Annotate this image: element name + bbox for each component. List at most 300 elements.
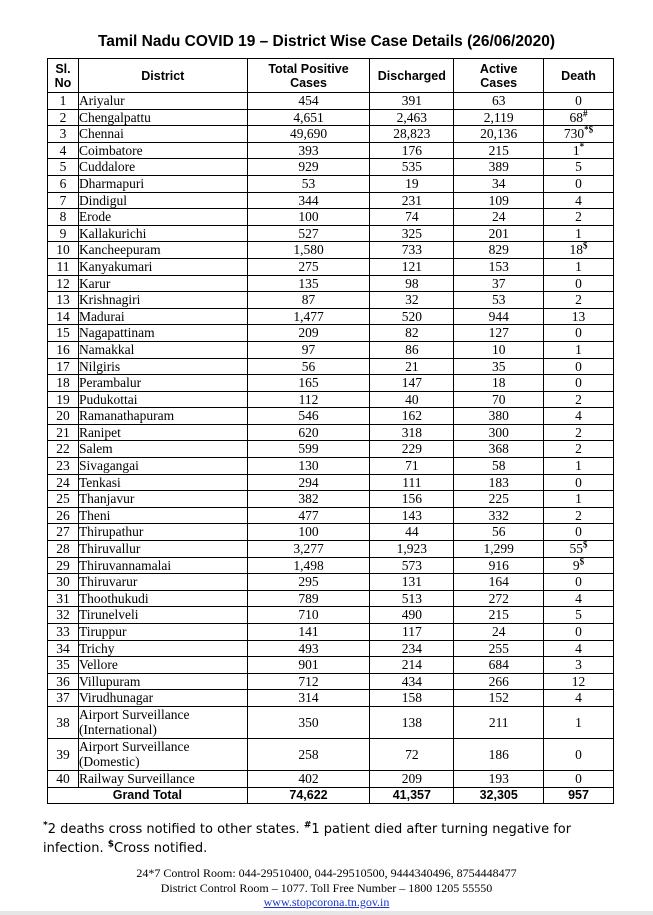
- cell-discharged: 520: [370, 308, 454, 325]
- cell-discharged: 229: [370, 441, 454, 458]
- cell-active: 266: [454, 673, 544, 690]
- cell-sl-no: 37: [48, 690, 79, 707]
- cell-death: 0: [544, 275, 614, 292]
- table-row: [48, 391, 614, 408]
- cell-district: Tirunelveli: [78, 607, 247, 624]
- cell-total-positive: 620: [247, 424, 370, 441]
- cell-death: 1: [544, 225, 614, 242]
- control-room-line: 24*7 Control Room: 044-29510400, 044-29510500, 9444340496, 8754448477: [136, 866, 517, 880]
- cell-district: Tenkasi: [78, 474, 247, 491]
- table-row: [48, 424, 614, 441]
- cell-death: 4: [544, 590, 614, 607]
- cell-active: 2,119: [454, 109, 544, 126]
- table-row: [48, 657, 614, 674]
- cell-sl-no: 4: [48, 142, 79, 159]
- cell-sl-no: 2: [48, 109, 79, 126]
- cell-death: 0: [544, 325, 614, 342]
- cell-discharged: 40: [370, 391, 454, 408]
- page-edge: [0, 911, 653, 915]
- cell-death: 18$: [544, 242, 614, 259]
- cell-total-positive: 929: [247, 159, 370, 176]
- cell-district: Thirupathur: [78, 524, 247, 541]
- table-row: [48, 738, 614, 770]
- cell-district: Salem: [78, 441, 247, 458]
- cell-district: Tiruppur: [78, 624, 247, 641]
- cell-active: 53: [454, 292, 544, 309]
- cell-active: 215: [454, 607, 544, 624]
- cell-active: 193: [454, 770, 544, 787]
- cell-death: 5: [544, 159, 614, 176]
- cell-discharged: 131: [370, 574, 454, 591]
- grand-total-discharged: 41,357: [370, 787, 454, 804]
- cell-discharged: 176: [370, 142, 454, 159]
- table-row: [48, 624, 614, 641]
- cell-death: 13: [544, 308, 614, 325]
- cell-death: 9$: [544, 557, 614, 574]
- cell-discharged: 434: [370, 673, 454, 690]
- cell-sl-no: 16: [48, 341, 79, 358]
- table-row: [48, 491, 614, 508]
- cell-total-positive: 712: [247, 673, 370, 690]
- grand-total-active: 32,305: [454, 787, 544, 804]
- note-dollar: Cross notified.: [114, 841, 208, 856]
- death-footnote-mark: *: [579, 141, 585, 152]
- header-discharged: Discharged: [370, 59, 454, 93]
- cell-death: 2: [544, 292, 614, 309]
- table-row: [48, 109, 614, 126]
- header-district: District: [78, 59, 247, 93]
- cell-discharged: 214: [370, 657, 454, 674]
- cell-total-positive: 393: [247, 142, 370, 159]
- death-footnote-mark: $: [583, 539, 588, 550]
- table-row: [48, 590, 614, 607]
- table-row: [48, 441, 614, 458]
- cell-total-positive: 477: [247, 507, 370, 524]
- cell-sl-no: 34: [48, 640, 79, 657]
- cell-sl-no: 30: [48, 574, 79, 591]
- table-row: [48, 607, 614, 624]
- cell-discharged: 138: [370, 706, 454, 738]
- table-row: [48, 408, 614, 425]
- cell-active: 186: [454, 738, 544, 770]
- cell-total-positive: 350: [247, 706, 370, 738]
- cell-discharged: 158: [370, 690, 454, 707]
- cell-total-positive: 100: [247, 209, 370, 226]
- cell-active: 58: [454, 458, 544, 475]
- cell-district: Coimbatore: [78, 142, 247, 159]
- cell-death: 730*$: [544, 126, 614, 143]
- cell-total-positive: 100: [247, 524, 370, 541]
- table-row: [48, 458, 614, 475]
- cell-total-positive: 209: [247, 325, 370, 342]
- cell-sl-no: 28: [48, 541, 79, 558]
- cell-death: 2: [544, 424, 614, 441]
- cell-active: 225: [454, 491, 544, 508]
- table-header-row: [48, 59, 614, 93]
- table-row: [48, 209, 614, 226]
- cell-total-positive: 527: [247, 225, 370, 242]
- cell-total-positive: 1,580: [247, 242, 370, 259]
- cell-district: Thiruvallur: [78, 541, 247, 558]
- cell-sl-no: 38: [48, 706, 79, 738]
- cell-sl-no: 24: [48, 474, 79, 491]
- cell-death: 2: [544, 391, 614, 408]
- cell-death: 1: [544, 341, 614, 358]
- cell-death: 0: [544, 474, 614, 491]
- cell-sl-no: 13: [48, 292, 79, 309]
- cell-sl-no: 21: [48, 424, 79, 441]
- cell-active: 332: [454, 507, 544, 524]
- header-death: Death: [544, 59, 614, 93]
- cell-discharged: 21: [370, 358, 454, 375]
- cell-sl-no: 10: [48, 242, 79, 259]
- cell-discharged: 72: [370, 738, 454, 770]
- cell-district: Airport Surveillance (International): [78, 706, 247, 738]
- cell-active: 56: [454, 524, 544, 541]
- cell-discharged: 162: [370, 408, 454, 425]
- cell-active: 944: [454, 308, 544, 325]
- cell-sl-no: 23: [48, 458, 79, 475]
- cell-discharged: 71: [370, 458, 454, 475]
- table-row: [48, 574, 614, 591]
- cell-sl-no: 7: [48, 192, 79, 209]
- cell-death: 2: [544, 209, 614, 226]
- cell-sl-no: 1: [48, 93, 79, 110]
- cell-sl-no: 36: [48, 673, 79, 690]
- cell-district: Madurai: [78, 308, 247, 325]
- note-star: 2 deaths cross notified to other states.: [47, 822, 304, 837]
- cell-active: 20,136: [454, 126, 544, 143]
- cell-active: 300: [454, 424, 544, 441]
- cell-discharged: 535: [370, 159, 454, 176]
- cell-total-positive: 97: [247, 341, 370, 358]
- cell-active: 109: [454, 192, 544, 209]
- cell-district: Karur: [78, 275, 247, 292]
- cell-death: 1: [544, 491, 614, 508]
- cell-death: 0: [544, 358, 614, 375]
- cell-district: Krishnagiri: [78, 292, 247, 309]
- table-row: [48, 308, 614, 325]
- cell-active: 34: [454, 175, 544, 192]
- cell-sl-no: 17: [48, 358, 79, 375]
- cell-total-positive: 1,477: [247, 308, 370, 325]
- table-row: [48, 142, 614, 159]
- cell-discharged: 82: [370, 325, 454, 342]
- cell-district: Pudukottai: [78, 391, 247, 408]
- cell-active: 164: [454, 574, 544, 591]
- cell-district: Dindigul: [78, 192, 247, 209]
- table-row: [48, 325, 614, 342]
- table-row: [48, 640, 614, 657]
- cell-district: Ariyalur: [78, 93, 247, 110]
- cell-active: 380: [454, 408, 544, 425]
- cell-death: 0: [544, 524, 614, 541]
- cell-district: Kanyakumari: [78, 258, 247, 275]
- table-row: [48, 541, 614, 558]
- cell-active: 215: [454, 142, 544, 159]
- cell-death: 0: [544, 574, 614, 591]
- cell-death: 5: [544, 607, 614, 624]
- header-active: Active Cases: [454, 59, 544, 93]
- cell-district: Ranipet: [78, 424, 247, 441]
- cell-discharged: 2,463: [370, 109, 454, 126]
- cell-discharged: 234: [370, 640, 454, 657]
- cell-discharged: 513: [370, 590, 454, 607]
- table-row: [48, 341, 614, 358]
- cell-discharged: 325: [370, 225, 454, 242]
- cell-district: Villupuram: [78, 673, 247, 690]
- cell-death: 0: [544, 624, 614, 641]
- cell-total-positive: 165: [247, 375, 370, 392]
- cell-discharged: 490: [370, 607, 454, 624]
- cell-total-positive: 53: [247, 175, 370, 192]
- table-row: [48, 690, 614, 707]
- cell-sl-no: 40: [48, 770, 79, 787]
- cell-district: Namakkal: [78, 341, 247, 358]
- cell-discharged: 209: [370, 770, 454, 787]
- table-row: [48, 524, 614, 541]
- cell-active: 10: [454, 341, 544, 358]
- cell-total-positive: 402: [247, 770, 370, 787]
- cell-sl-no: 20: [48, 408, 79, 425]
- grand-total-row: [48, 787, 614, 804]
- cell-total-positive: 599: [247, 441, 370, 458]
- cell-total-positive: 4,651: [247, 109, 370, 126]
- cell-total-positive: 314: [247, 690, 370, 707]
- cell-active: 127: [454, 325, 544, 342]
- cell-death: 1: [544, 258, 614, 275]
- district-control-line: District Control Room – 1077. Toll Free Number – 1800 1205 55550: [160, 880, 493, 895]
- cell-total-positive: 49,690: [247, 126, 370, 143]
- cell-sl-no: 35: [48, 657, 79, 674]
- cell-active: 152: [454, 690, 544, 707]
- cell-death: 1: [544, 706, 614, 738]
- cell-sl-no: 26: [48, 507, 79, 524]
- website-link[interactable]: www.stopcorona.tn.gov.in: [263, 895, 390, 909]
- table-row: [48, 507, 614, 524]
- cell-discharged: 1,923: [370, 541, 454, 558]
- cell-death: 0: [544, 770, 614, 787]
- cell-total-positive: 258: [247, 738, 370, 770]
- cell-sl-no: 32: [48, 607, 79, 624]
- cell-active: 201: [454, 225, 544, 242]
- cell-active: 211: [454, 706, 544, 738]
- cell-district: Virudhunagar: [78, 690, 247, 707]
- cell-discharged: 28,823: [370, 126, 454, 143]
- cell-district: Airport Surveillance (Domestic): [78, 738, 247, 770]
- cell-total-positive: 789: [247, 590, 370, 607]
- cell-sl-no: 12: [48, 275, 79, 292]
- contact-footer: [0, 866, 653, 910]
- cell-death: 0: [544, 93, 614, 110]
- cell-total-positive: 901: [247, 657, 370, 674]
- cell-sl-no: 6: [48, 175, 79, 192]
- cell-death: 4: [544, 690, 614, 707]
- cell-sl-no: 5: [48, 159, 79, 176]
- cell-district: Ramanathapuram: [78, 408, 247, 425]
- cell-district: Sivagangai: [78, 458, 247, 475]
- cell-death: 68#: [544, 109, 614, 126]
- cell-sl-no: 27: [48, 524, 79, 541]
- cell-sl-no: 39: [48, 738, 79, 770]
- table-row: [48, 258, 614, 275]
- table-row: [48, 175, 614, 192]
- table-row: [48, 292, 614, 309]
- cell-death: 0: [544, 175, 614, 192]
- cell-active: 153: [454, 258, 544, 275]
- table-row: [48, 375, 614, 392]
- table-row: [48, 358, 614, 375]
- table-row: [48, 673, 614, 690]
- table-row: [48, 770, 614, 787]
- cell-discharged: 19: [370, 175, 454, 192]
- cell-sl-no: 9: [48, 225, 79, 242]
- cell-death: 1: [544, 458, 614, 475]
- cell-active: 829: [454, 242, 544, 259]
- cell-discharged: 391: [370, 93, 454, 110]
- cell-total-positive: 56: [247, 358, 370, 375]
- cell-discharged: 231: [370, 192, 454, 209]
- cell-district: Theni: [78, 507, 247, 524]
- grand-total-label: Grand Total: [48, 787, 248, 804]
- cell-district: Dharmapuri: [78, 175, 247, 192]
- cell-total-positive: 1,498: [247, 557, 370, 574]
- cell-death: 3: [544, 657, 614, 674]
- cell-total-positive: 294: [247, 474, 370, 491]
- cell-total-positive: 493: [247, 640, 370, 657]
- cell-sl-no: 18: [48, 375, 79, 392]
- cell-discharged: 98: [370, 275, 454, 292]
- cell-active: 389: [454, 159, 544, 176]
- table-row: [48, 159, 614, 176]
- footnotes: *2 deaths cross notified to other states. #1 patient died after turning negative for infection. $Cross notified.: [43, 820, 572, 856]
- cell-district: Chengalpattu: [78, 109, 247, 126]
- table-row: [48, 126, 614, 143]
- cell-sl-no: 11: [48, 258, 79, 275]
- cell-sl-no: 19: [48, 391, 79, 408]
- cell-sl-no: 22: [48, 441, 79, 458]
- cell-sl-no: 25: [48, 491, 79, 508]
- cell-sl-no: 33: [48, 624, 79, 641]
- cell-death: 1*: [544, 142, 614, 159]
- cell-death: 4: [544, 408, 614, 425]
- cell-active: 916: [454, 557, 544, 574]
- cell-total-positive: 112: [247, 391, 370, 408]
- cell-district: Chennai: [78, 126, 247, 143]
- cell-discharged: 86: [370, 341, 454, 358]
- cell-discharged: 44: [370, 524, 454, 541]
- cell-death: 12: [544, 673, 614, 690]
- district-case-table: [47, 58, 614, 804]
- cell-discharged: 121: [370, 258, 454, 275]
- cell-active: 70: [454, 391, 544, 408]
- table-row: [48, 93, 614, 110]
- cell-discharged: 117: [370, 624, 454, 641]
- grand-total-death: 957: [544, 787, 614, 804]
- table-row: [48, 242, 614, 259]
- cell-sl-no: 15: [48, 325, 79, 342]
- cell-active: 272: [454, 590, 544, 607]
- cell-active: 368: [454, 441, 544, 458]
- cell-active: 35: [454, 358, 544, 375]
- cell-total-positive: 295: [247, 574, 370, 591]
- cell-total-positive: 87: [247, 292, 370, 309]
- cell-active: 63: [454, 93, 544, 110]
- cell-active: 183: [454, 474, 544, 491]
- cell-district: Erode: [78, 209, 247, 226]
- cell-total-positive: 344: [247, 192, 370, 209]
- cell-total-positive: 3,277: [247, 541, 370, 558]
- table-row: [48, 275, 614, 292]
- cell-district: Thoothukudi: [78, 590, 247, 607]
- cell-discharged: 147: [370, 375, 454, 392]
- cell-active: 18: [454, 375, 544, 392]
- cell-discharged: 573: [370, 557, 454, 574]
- cell-total-positive: 141: [247, 624, 370, 641]
- grand-total-positive: 74,622: [247, 787, 370, 804]
- cell-active: 37: [454, 275, 544, 292]
- cell-sl-no: 14: [48, 308, 79, 325]
- cell-discharged: 32: [370, 292, 454, 309]
- cell-district: Thiruvannamalai: [78, 557, 247, 574]
- cell-sl-no: 31: [48, 590, 79, 607]
- death-footnote-mark: *$: [584, 124, 594, 135]
- cell-active: 255: [454, 640, 544, 657]
- table-row: [48, 474, 614, 491]
- cell-discharged: 318: [370, 424, 454, 441]
- cell-district: Nagapattinam: [78, 325, 247, 342]
- cell-death: 55$: [544, 541, 614, 558]
- cell-death: 2: [544, 441, 614, 458]
- cell-district: Kallakurichi: [78, 225, 247, 242]
- header-sl-no: Sl. No: [48, 59, 79, 93]
- cell-active: 1,299: [454, 541, 544, 558]
- cell-district: Thiruvarur: [78, 574, 247, 591]
- cell-total-positive: 135: [247, 275, 370, 292]
- cell-death: 4: [544, 192, 614, 209]
- cell-active: 24: [454, 209, 544, 226]
- cell-district: Thanjavur: [78, 491, 247, 508]
- page-title: Tamil Nadu COVID 19 – District Wise Case Details (26/06/2020): [97, 33, 555, 50]
- cell-death: 0: [544, 375, 614, 392]
- note-hash: 1 patient died after turning negative for infection.: [43, 822, 572, 856]
- cell-discharged: 156: [370, 491, 454, 508]
- cell-sl-no: 8: [48, 209, 79, 226]
- death-footnote-mark: $: [579, 556, 585, 567]
- cell-district: Railway Surveillance: [78, 770, 247, 787]
- table-row: [48, 225, 614, 242]
- cell-discharged: 111: [370, 474, 454, 491]
- cell-total-positive: 454: [247, 93, 370, 110]
- cell-district: Kancheepuram: [78, 242, 247, 259]
- cell-district: Nilgiris: [78, 358, 247, 375]
- cell-total-positive: 382: [247, 491, 370, 508]
- cell-total-positive: 130: [247, 458, 370, 475]
- cell-active: 24: [454, 624, 544, 641]
- cell-death: 0: [544, 738, 614, 770]
- cell-discharged: 733: [370, 242, 454, 259]
- cell-district: Vellore: [78, 657, 247, 674]
- cell-sl-no: 3: [48, 126, 79, 143]
- cell-discharged: 143: [370, 507, 454, 524]
- cell-sl-no: 29: [48, 557, 79, 574]
- death-footnote-mark: #: [583, 108, 588, 119]
- cell-death: 2: [544, 507, 614, 524]
- cell-death: 4: [544, 640, 614, 657]
- cell-district: Cuddalore: [78, 159, 247, 176]
- death-footnote-mark: $: [583, 240, 588, 251]
- table-row: [48, 706, 614, 738]
